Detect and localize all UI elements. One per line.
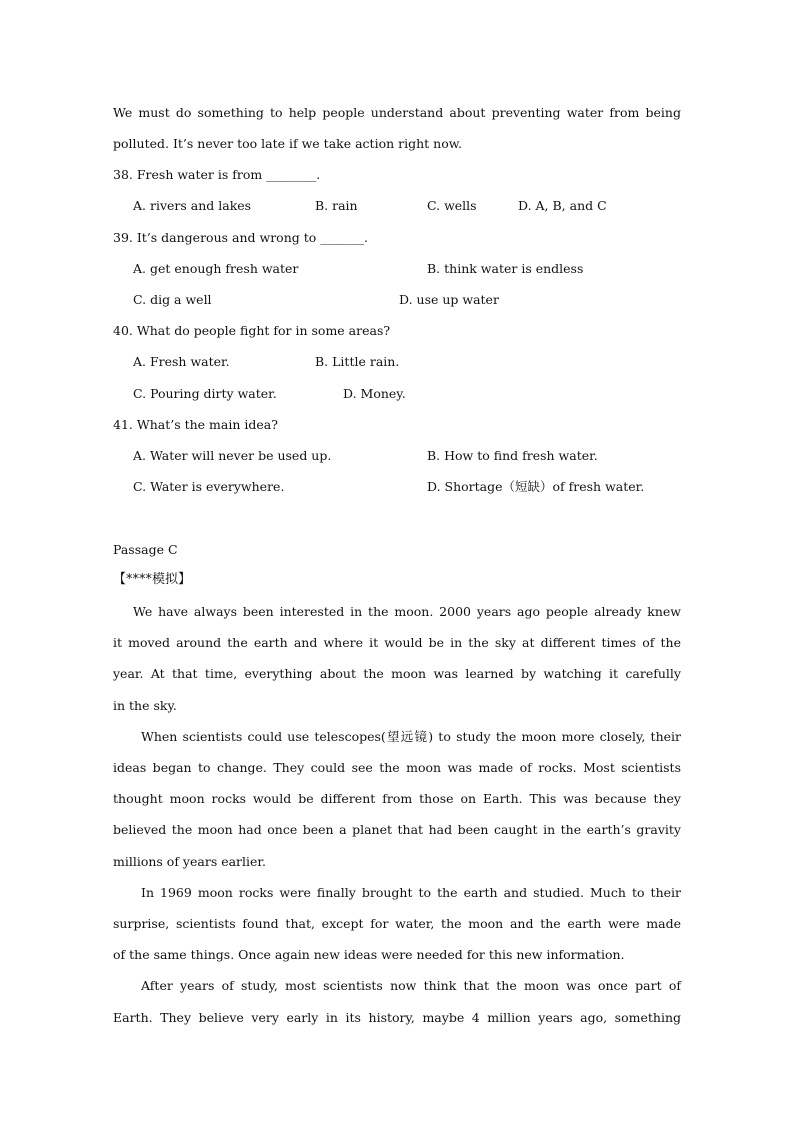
question-39-option-b: B. think water is endless bbox=[427, 261, 584, 276]
question-38-option-d: D. A, B, and C bbox=[518, 198, 607, 213]
passage-line-9: millions of years earlier. bbox=[113, 854, 267, 869]
question-38-option-c: C. wells bbox=[427, 198, 477, 213]
passage-line-7: thought moon rocks would be different from those on Earth. This was because they bbox=[113, 791, 681, 806]
question-39-option-d: D. use up water bbox=[399, 292, 499, 307]
passage-line-12: of the same things. Once again new ideas were needed for this new information. bbox=[113, 947, 625, 962]
question-40-option-d: D. Money. bbox=[343, 386, 406, 401]
passage-line-4: in the sky. bbox=[113, 698, 177, 713]
question-39-stem: 39. It’s dangerous and wrong to _______. bbox=[113, 230, 368, 245]
passage-line-2: it moved around the earth and where it would be in the sky at different times of the bbox=[113, 635, 681, 650]
question-40-stem: 40. What do people fight for in some areas? bbox=[113, 323, 391, 338]
intro-line-2: polluted. It’s never too late if we take action right now. bbox=[113, 136, 462, 151]
passage-source-tag: 【****模拟】 bbox=[113, 572, 192, 587]
passage-line-3: year. At that time, everything about the moon was learned by watching it carefully bbox=[113, 666, 681, 681]
question-38-option-b: B. rain bbox=[315, 198, 358, 213]
question-38-stem: 38. Fresh water is from ________. bbox=[113, 167, 321, 182]
question-39-option-a: A. get enough fresh water bbox=[133, 261, 299, 276]
passage-line-13: After years of study, most scientists now think that the moon was once part of bbox=[141, 978, 681, 993]
passage-line-14: Earth. They believe very early in its history, maybe 4 million years ago, something bbox=[113, 1010, 681, 1025]
passage-title: Passage C bbox=[113, 542, 178, 557]
passage-line-6: ideas began to change. They could see the moon was made of rocks. Most scientists bbox=[113, 760, 681, 775]
question-39-option-c: C. dig a well bbox=[133, 292, 212, 307]
passage-line-5: When scientists could use telescopes(望远镜) to study the moon more closely, their bbox=[141, 729, 681, 744]
intro-line-1: We must do something to help people understand about preventing water from being bbox=[113, 105, 681, 120]
question-38-option-a: A. rivers and lakes bbox=[133, 198, 252, 213]
passage-line-1: We have always been interested in the moon. 2000 years ago people already knew bbox=[133, 604, 681, 619]
question-41-option-d: D. Shortage（短缺）of fresh water. bbox=[427, 479, 645, 494]
passage-line-10: In 1969 moon rocks were finally brought to the earth and studied. Much to their bbox=[141, 885, 681, 900]
question-41-option-b: B. How to find fresh water. bbox=[427, 448, 598, 463]
question-40-option-a: A. Fresh water. bbox=[133, 354, 230, 369]
question-40-option-c: C. Pouring dirty water. bbox=[133, 386, 277, 401]
question-41-option-c: C. Water is everywhere. bbox=[133, 479, 285, 494]
passage-line-8: believed the moon had once been a planet that had been caught in the earth’s gravity bbox=[113, 822, 681, 837]
question-40-option-b: B. Little rain. bbox=[315, 354, 400, 369]
question-41-stem: 41. What’s the main idea? bbox=[113, 417, 278, 432]
passage-line-11: surprise, scientists found that, except for water, the moon and the earth were made bbox=[113, 916, 681, 931]
question-41-option-a: A. Water will never be used up. bbox=[133, 448, 332, 463]
